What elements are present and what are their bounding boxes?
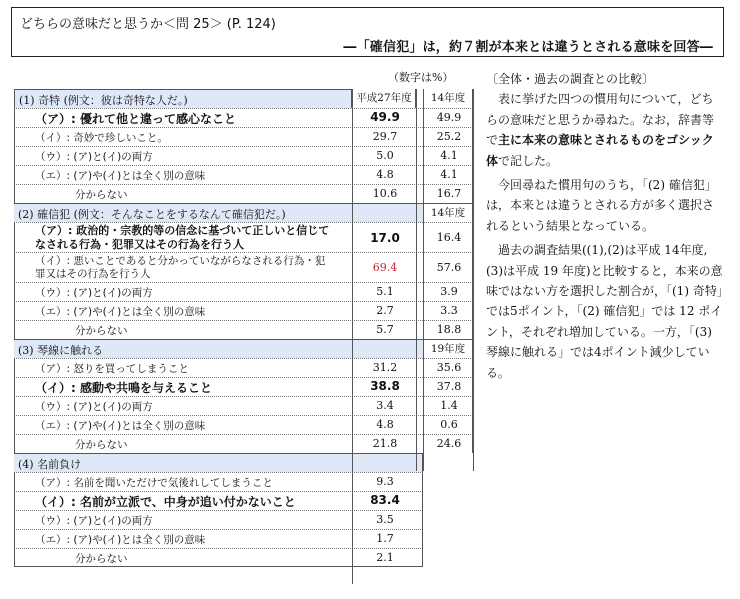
table-row — [14, 491, 423, 510]
value-prev: 35.6 — [436, 361, 462, 374]
value-h27: 29.7 — [372, 130, 398, 143]
table-row — [14, 358, 473, 377]
row-label: 分からない — [75, 189, 128, 201]
value-prev: 1.4 — [440, 399, 458, 412]
commentary-text: 表に挙げた四つの慣用句について，どちらの意味だと思うか尋ねた。なお，辞書等で — [486, 92, 715, 148]
section-header-kinsen — [14, 339, 473, 358]
commentary-paragraph-2: 今回尋ねた慣用句のうち，「(2) 確信犯」は，本来とは違うとされる方が多く選択されるという結果となっている。 — [486, 178, 717, 233]
value-h27: 2.7 — [376, 304, 394, 317]
value-prev: 3.3 — [440, 304, 458, 317]
value-prev: 18.8 — [436, 323, 462, 336]
value-h27: 5.0 — [376, 149, 394, 162]
table-row — [14, 252, 473, 282]
row-label: 分からない — [75, 325, 128, 337]
row-label: （ア）: 名前を聞いただけで気後れしてしまうこと — [35, 477, 273, 489]
table-row — [14, 472, 423, 491]
row-label: （ウ）: (ア)と(イ)の両方 — [35, 515, 153, 527]
table-row — [14, 529, 423, 548]
table-row — [14, 108, 473, 127]
value-h27: 49.9 — [370, 110, 400, 124]
value-h27: 21.8 — [372, 437, 398, 450]
section-title: (1) 奇特 (例文：彼は奇特な人だ。) — [19, 94, 188, 107]
table-row — [14, 415, 473, 434]
section-title: (3) 琴線に触れる — [18, 344, 104, 357]
col-header-h27: 平成27年度 — [352, 89, 416, 108]
row-label: （エ）: (ア)や(イ)とは全く別の意味 — [35, 534, 206, 546]
value-h27: 2.1 — [376, 551, 394, 564]
value-h27: 31.2 — [372, 361, 398, 374]
header-title: どちらの意味だと思うか＜問 25＞ (P. 124) — [20, 17, 276, 32]
value-prev: 16.7 — [436, 187, 462, 200]
section-header-kakushinhan — [14, 203, 473, 222]
section-header-kitoku — [14, 89, 352, 108]
row-label: 分からない — [75, 439, 128, 451]
col-header-prev: 19年度 — [423, 340, 473, 359]
value-prev: 4.1 — [440, 149, 458, 162]
row-label: （ア）: 政治的・宗教的等の信念に基づいて正しいと信じてなされる行為・犯罪又はその行為を行う人 — [35, 224, 330, 251]
row-label: （ア）: 怒りを買ってしまうこと — [35, 363, 189, 375]
table-row — [14, 548, 423, 567]
table-row — [14, 320, 473, 339]
commentary-text: で記した。 — [498, 153, 559, 168]
value-prev: 57.6 — [436, 261, 462, 274]
value-h27: 1.7 — [376, 532, 394, 545]
header-subtitle: ―「確信犯」は，約７割が本来とは違うとされる意味を回答― — [343, 40, 713, 55]
table-row — [14, 165, 473, 184]
row-label: （ウ）: (ア)と(イ)の両方 — [35, 287, 153, 299]
value-prev: 16.4 — [436, 231, 462, 244]
commentary-paragraph-1 — [486, 89, 724, 171]
value-h27: 4.8 — [376, 418, 394, 431]
value-h27: 38.8 — [370, 379, 400, 393]
row-label: （エ）: (ア)や(イ)とは全く別の意味 — [35, 420, 206, 432]
value-h27: 10.6 — [372, 187, 398, 200]
value-h27: 69.4 — [372, 261, 398, 274]
table-row — [14, 510, 423, 529]
section-title: (2) 確信犯 (例文：そんなことをするなんて確信犯だ。) — [18, 208, 286, 221]
table-row — [14, 146, 473, 165]
table-row — [14, 222, 473, 252]
column-divider — [352, 89, 353, 584]
commentary — [486, 69, 724, 383]
col-header-h14: 14年度 — [423, 89, 473, 108]
section-title: (4) 名前負け — [18, 458, 82, 471]
value-prev: 4.1 — [440, 168, 458, 181]
row-label: （イ）: 奇妙で珍しいこと。 — [35, 132, 168, 144]
value-prev: 0.6 — [440, 418, 458, 431]
value-h27: 4.8 — [376, 168, 394, 181]
column-divider — [473, 89, 474, 471]
value-h27: 3.4 — [376, 399, 394, 412]
results-table — [14, 89, 473, 567]
table-row — [14, 301, 473, 320]
table-row — [14, 282, 473, 301]
table-row — [14, 434, 473, 453]
value-prev: 24.6 — [436, 437, 462, 450]
row-label: （ウ）: (ア)と(イ)の両方 — [35, 151, 153, 163]
table-row — [14, 377, 473, 396]
header-box — [11, 7, 724, 57]
row-label: （エ）: (ア)や(イ)とは全く別の意味 — [35, 306, 206, 318]
value-prev: 37.8 — [436, 380, 462, 393]
row-label: （ア）: 優れて他と違って感心なこと — [35, 112, 236, 126]
row-label: （イ）: 名前が立派で、中身が追い付かないこと — [35, 495, 296, 509]
value-h27: 17.0 — [370, 231, 400, 245]
commentary-paragraph-3: 過去の調査結果((1),(2)は平成 14年度, (3)は平成 19 年度)と比較すると，本来の意味ではない方を選択した割合が，「(1) 奇特」では5ポイント，「(2) 確信犯」では 12 ポイント，それぞれ増加している。一方，「(3) 琴線に触れる」では4ポイント減少している。 — [486, 243, 723, 380]
column-divider — [416, 89, 417, 471]
table-row — [14, 396, 473, 415]
value-prev: 49.9 — [436, 111, 462, 124]
value-h27: 5.1 — [376, 285, 394, 298]
value-prev: 25.2 — [436, 130, 462, 143]
value-h27: 9.3 — [376, 475, 394, 488]
column-divider — [423, 89, 424, 471]
commentary-bold-text: 主に本来の意味とされるものをゴシック体 — [486, 133, 714, 168]
table-row — [14, 127, 473, 146]
unit-note: （数字は%） — [388, 71, 454, 84]
commentary-heading: 〔全体・過去の調査との比較〕 — [486, 72, 655, 86]
value-h27: 3.5 — [376, 513, 394, 526]
row-label: 分からない — [75, 553, 128, 565]
row-label: （エ）: (ア)や(イ)とは全く別の意味 — [35, 170, 206, 182]
row-label: （イ）: 悪いことであると分かっていながらなされる行為・犯罪又はその行為を行う人 — [35, 255, 326, 280]
section-header-namaemake — [14, 453, 423, 472]
value-prev: 3.9 — [440, 285, 458, 298]
table-row — [14, 184, 473, 203]
value-h27: 5.7 — [376, 323, 394, 336]
value-h27: 83.4 — [370, 493, 400, 507]
row-label: （イ）: 感動や共鳴を与えること — [35, 381, 212, 395]
row-label: （ウ）: (ア)と(イ)の両方 — [35, 401, 153, 413]
col-header-prev: 14年度 — [423, 204, 473, 223]
